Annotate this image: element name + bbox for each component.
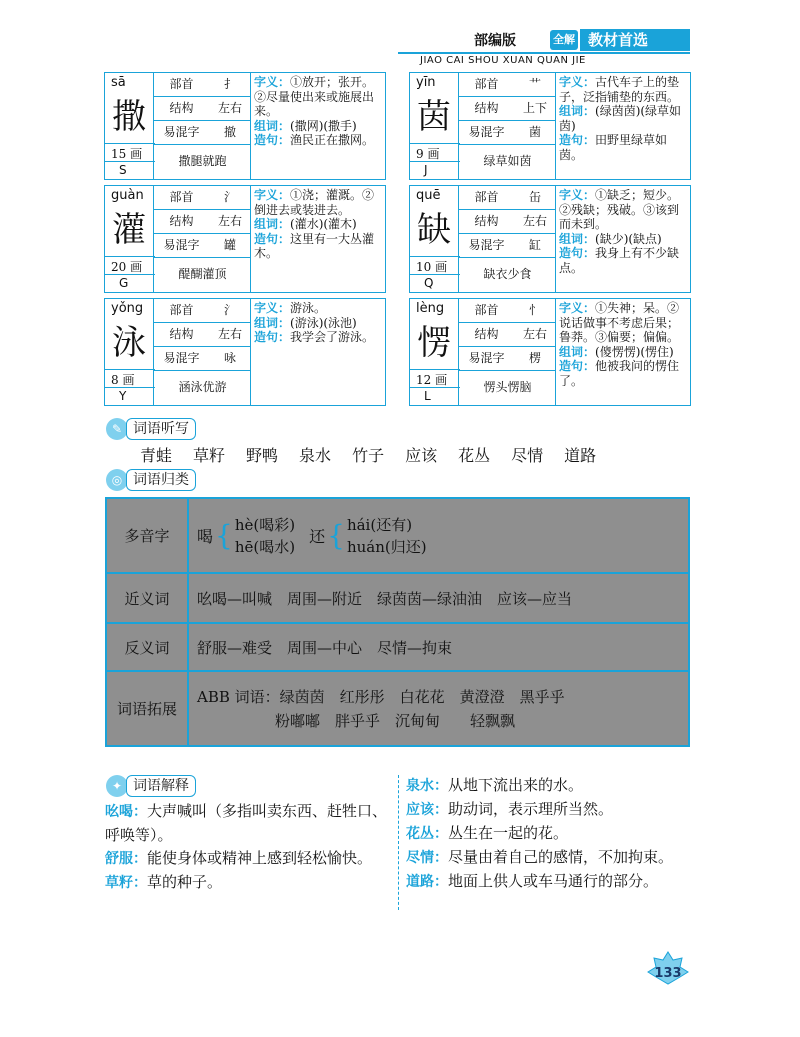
char-description bbox=[250, 299, 385, 405]
structure-value: 左右 bbox=[217, 327, 242, 341]
card-rule bbox=[105, 369, 155, 370]
words-label: 组词： bbox=[254, 118, 291, 133]
words-label: 组词： bbox=[559, 231, 596, 246]
initial-letter: Y bbox=[119, 389, 127, 403]
sentence-label: 造句： bbox=[254, 231, 291, 246]
row-polyphone bbox=[107, 499, 688, 574]
poly-reading: hè(喝彩) bbox=[234, 515, 296, 534]
words-text: (缺少)(缺点) bbox=[595, 231, 662, 246]
polyphone-label: 多音字 bbox=[124, 527, 170, 545]
radical-label: 部首 bbox=[474, 77, 499, 91]
poly-char: 还 bbox=[309, 527, 326, 546]
words-text: (傻愣愣)(愣住) bbox=[595, 344, 674, 359]
dictation-words bbox=[140, 443, 617, 466]
meaning-text: ①放开；张开。②尽量使出来或施展出来。 bbox=[254, 75, 375, 118]
glossary-definition: 草的种子。 bbox=[147, 873, 223, 891]
radical-label: 部首 bbox=[169, 77, 194, 91]
radical-label: 部首 bbox=[474, 190, 499, 204]
stroke-count: 12 画 bbox=[416, 373, 448, 387]
words-label: 组词： bbox=[254, 217, 291, 231]
structure-value: 左右 bbox=[217, 214, 242, 228]
glossary-divider bbox=[398, 775, 399, 910]
antonym-label: 反义词 bbox=[124, 638, 170, 657]
card-rule bbox=[410, 369, 460, 370]
card-rule bbox=[410, 274, 460, 275]
initial-letter: S bbox=[119, 163, 127, 177]
glossary-definition: 助动词，表示理所当然。 bbox=[448, 800, 614, 818]
dictation-word: 尽情 bbox=[511, 446, 544, 465]
glossary-entry bbox=[105, 800, 390, 847]
row-antonyms bbox=[107, 624, 688, 672]
page-number: 133 bbox=[654, 966, 682, 981]
brace-icon: { bbox=[215, 519, 233, 552]
expand-line: 粉嘟嘟 胖乎乎 沉甸甸 轻飘飘 bbox=[275, 711, 516, 730]
sentence-label: 造句： bbox=[254, 330, 291, 344]
structure-value: 上下 bbox=[522, 101, 547, 115]
glossary-term: 尽情： bbox=[406, 850, 448, 866]
sentence-text: 这里有一大丛灌木。 bbox=[254, 231, 375, 260]
radical-label: 部首 bbox=[169, 190, 194, 204]
sentence-text: 田野里绿草如茵。 bbox=[559, 133, 668, 162]
dictation-word: 应该 bbox=[405, 446, 438, 465]
initial-letter: J bbox=[424, 163, 428, 177]
synonym-content: 吆喝—叫喊 周围—附近 绿茵茵—绿油油 应该—应当 bbox=[197, 589, 573, 608]
polyphone-content bbox=[197, 499, 427, 572]
glossary-entry bbox=[406, 846, 706, 870]
char-pinyin: yīn bbox=[416, 75, 436, 90]
glossary-icon: ✦ bbox=[106, 775, 128, 797]
glossary-definition: 地面上供人或车马通行的部分。 bbox=[448, 872, 659, 890]
char-pinyin: yǒng bbox=[111, 301, 144, 316]
char-description bbox=[555, 73, 690, 179]
poly-item bbox=[309, 514, 426, 558]
glossary-definition: 尽量由着自己的感情，不加拘束。 bbox=[448, 848, 674, 866]
card-rule bbox=[410, 256, 460, 257]
glossary-term: 舒服： bbox=[105, 851, 147, 867]
glossary-term: 花丛： bbox=[406, 826, 448, 842]
meaning-label: 字义： bbox=[254, 301, 291, 315]
card-rule bbox=[105, 161, 155, 162]
structure-label: 结构 bbox=[474, 327, 499, 341]
poly-char: 喝 bbox=[197, 527, 214, 546]
radical-value: 艹 bbox=[528, 77, 541, 91]
glossary-term: 草籽： bbox=[105, 875, 147, 891]
char-description bbox=[250, 73, 385, 179]
poly-reading: hē(喝水) bbox=[234, 537, 296, 556]
poly-reading: hái(还有) bbox=[346, 515, 413, 534]
initial-letter: Q bbox=[424, 276, 434, 290]
char-glyph: 泳 bbox=[112, 323, 146, 363]
confusable-label: 易混字 bbox=[468, 125, 505, 139]
char-info-grid bbox=[458, 73, 556, 145]
radical-value: 缶 bbox=[528, 190, 541, 204]
glossary-left bbox=[105, 800, 390, 895]
character-card bbox=[409, 72, 691, 180]
char-glyph: 茵 bbox=[417, 97, 451, 137]
confusable-label: 易混字 bbox=[163, 238, 200, 252]
char-info-grid bbox=[458, 299, 556, 371]
character-card bbox=[104, 185, 386, 293]
glossary-term: 吆喝： bbox=[105, 804, 147, 820]
glossary-term: 应该： bbox=[406, 802, 448, 818]
dictation-heading: 词语听写 bbox=[126, 418, 196, 440]
character-card bbox=[409, 298, 691, 406]
dictation-word: 野鸭 bbox=[246, 446, 279, 465]
meaning-label: 字义： bbox=[254, 188, 291, 202]
sentence-text: 他被我问的愣住了。 bbox=[559, 359, 680, 388]
meaning-label: 字义： bbox=[559, 301, 596, 315]
char-glyph: 缺 bbox=[417, 210, 451, 250]
char-glyph: 灌 bbox=[112, 210, 146, 250]
words-label: 组词： bbox=[559, 344, 596, 359]
glossary-entry bbox=[406, 870, 706, 894]
glossary-definition: 丛生在一起的花。 bbox=[448, 824, 569, 842]
radical-value: 氵 bbox=[223, 303, 236, 317]
dictation-word: 泉水 bbox=[299, 446, 332, 465]
structure-value: 左右 bbox=[217, 101, 242, 115]
words-text: (灌水)(灌木) bbox=[290, 217, 357, 231]
meaning-label: 字义： bbox=[559, 75, 596, 89]
words-text: (绿茵茵)(绿草如茵) bbox=[559, 104, 682, 133]
sentence-label: 造句： bbox=[559, 246, 596, 260]
dictation-word: 青蛙 bbox=[140, 446, 173, 465]
classify-heading: 词语归类 bbox=[126, 469, 196, 491]
confusable-label: 易混字 bbox=[163, 125, 200, 139]
brace-icon: { bbox=[327, 519, 345, 552]
char-pinyin: sā bbox=[111, 75, 126, 90]
card-rule bbox=[410, 143, 460, 144]
radical-label: 部首 bbox=[474, 303, 499, 317]
book-title-pinyin: JIAO CAI SHOU XUAN QUAN JIE bbox=[420, 55, 586, 66]
poly-item bbox=[197, 514, 295, 558]
dictation-word: 竹子 bbox=[352, 446, 385, 465]
structure-label: 结构 bbox=[169, 214, 194, 228]
char-pinyin: guàn bbox=[111, 188, 144, 203]
radical-value: 氵 bbox=[223, 190, 236, 204]
card-rule bbox=[105, 387, 155, 388]
char-description bbox=[250, 186, 385, 292]
expand-line: ABB 词语：绿茵茵 红彤彤 白花花 黄澄澄 黑乎乎 bbox=[197, 687, 565, 706]
row-synonyms bbox=[107, 574, 688, 624]
confusable-label: 易混字 bbox=[468, 238, 505, 252]
sentence-text: 我身上有不少缺点。 bbox=[559, 246, 680, 275]
glossary-entry bbox=[406, 774, 706, 798]
dictation-icon: ✎ bbox=[106, 418, 128, 440]
stroke-count: 10 画 bbox=[416, 260, 448, 274]
stroke-count: 8 画 bbox=[111, 373, 135, 387]
card-rule bbox=[410, 161, 460, 162]
initial-letter: G bbox=[119, 276, 129, 290]
structure-label: 结构 bbox=[474, 101, 499, 115]
classify-icon: ◎ bbox=[106, 469, 128, 491]
idiom-phrase: 缺衣少食 bbox=[458, 256, 556, 292]
words-label: 组词： bbox=[559, 104, 596, 118]
confusable-value: 缸 bbox=[528, 238, 541, 252]
stroke-count: 20 画 bbox=[111, 260, 143, 274]
sentence-label: 造句： bbox=[559, 133, 596, 147]
structure-label: 结构 bbox=[474, 214, 499, 228]
meaning-text: ①浇；灌溉。②倒进去或装进去。 bbox=[254, 188, 375, 217]
structure-value: 左右 bbox=[522, 327, 547, 341]
synonym-label: 近义词 bbox=[124, 589, 170, 608]
words-label: 组词： bbox=[254, 315, 291, 330]
idiom-phrase: 愣头愣脑 bbox=[458, 369, 556, 405]
classification-table bbox=[105, 497, 690, 747]
expand-label: 词语拓展 bbox=[116, 700, 177, 718]
radical-value: 忄 bbox=[528, 303, 541, 317]
header-rule bbox=[398, 52, 690, 54]
dictation-word: 花丛 bbox=[458, 446, 491, 465]
words-text: (撒网)(撒手) bbox=[290, 118, 357, 133]
glossary-entry bbox=[406, 798, 706, 822]
char-glyph: 撒 bbox=[112, 97, 146, 137]
idiom-phrase: 醍醐灌顶 bbox=[153, 256, 251, 292]
sentence-text: 我学会了游泳。 bbox=[290, 330, 375, 344]
sentence-label: 造句： bbox=[559, 359, 596, 373]
glossary-term: 道路： bbox=[406, 874, 448, 890]
meaning-label: 字义： bbox=[559, 188, 596, 202]
logo-badge: 全解 bbox=[550, 30, 578, 50]
confusable-value: 咏 bbox=[223, 351, 236, 365]
radical-label: 部首 bbox=[169, 303, 194, 317]
meaning-text: 游泳。 bbox=[290, 301, 327, 315]
card-rule bbox=[105, 256, 155, 257]
char-description bbox=[555, 299, 690, 405]
confusable-value: 菌 bbox=[528, 125, 541, 139]
book-title: 教材首选 bbox=[580, 29, 690, 51]
card-rule bbox=[105, 274, 155, 275]
structure-label: 结构 bbox=[169, 327, 194, 341]
sentence-text: 渔民正在撒网。 bbox=[290, 133, 375, 147]
char-glyph: 愣 bbox=[417, 323, 451, 363]
radical-value: 扌 bbox=[223, 77, 236, 91]
idiom-phrase: 涵泳优游 bbox=[153, 369, 251, 405]
char-info-grid bbox=[153, 299, 251, 371]
idiom-phrase: 撒腿就跑 bbox=[153, 143, 251, 179]
char-info-grid bbox=[153, 73, 251, 145]
glossary-definition: 大声喊叫（多指叫卖东西、赶牲口、呼唤等）。 bbox=[105, 802, 388, 844]
confusable-label: 易混字 bbox=[163, 351, 200, 365]
glossary-heading: 词语解释 bbox=[126, 775, 196, 797]
glossary-right bbox=[406, 774, 706, 894]
char-info-grid bbox=[458, 186, 556, 258]
confusable-value: 楞 bbox=[528, 351, 541, 365]
poly-reading: huán(归还) bbox=[346, 537, 427, 556]
character-card bbox=[409, 185, 691, 293]
sentence-label: 造句： bbox=[254, 133, 291, 147]
row-expand bbox=[107, 672, 688, 745]
meaning-text: ①缺乏；短少。②残缺；残破。③该到而未到。 bbox=[559, 188, 680, 231]
stroke-count: 15 画 bbox=[111, 147, 143, 161]
dictation-word: 草籽 bbox=[193, 446, 226, 465]
glossary-entry bbox=[105, 871, 390, 895]
expand-content bbox=[197, 672, 565, 745]
structure-value: 左右 bbox=[522, 214, 547, 228]
char-description bbox=[555, 186, 690, 292]
dictation-word: 道路 bbox=[564, 446, 597, 465]
words-text: (游泳)(泳池) bbox=[290, 315, 357, 330]
antonym-content: 舒服—难受 周围—中心 尽情—拘束 bbox=[197, 638, 453, 657]
glossary-term: 泉水： bbox=[406, 778, 448, 794]
glossary-definition: 从地下流出来的水。 bbox=[448, 776, 584, 794]
meaning-text: ①失神；呆。②说话做事不考虑后果；鲁莽。③偏要；偏偏。 bbox=[559, 301, 680, 344]
card-rule bbox=[410, 387, 460, 388]
stroke-count: 9 画 bbox=[416, 147, 440, 161]
confusable-value: 撤 bbox=[223, 125, 236, 139]
glossary-entry bbox=[105, 847, 390, 871]
char-pinyin: lèng bbox=[416, 301, 445, 316]
glossary-definition: 能使身体或精神上感到轻松愉快。 bbox=[147, 849, 373, 867]
card-rule bbox=[105, 143, 155, 144]
idiom-phrase: 绿草如茵 bbox=[458, 143, 556, 179]
initial-letter: L bbox=[424, 389, 431, 403]
meaning-text: 古代车子上的垫子，泛指铺垫的东西。 bbox=[559, 75, 680, 104]
glossary-entry bbox=[406, 822, 706, 846]
confusable-value: 罐 bbox=[223, 238, 236, 252]
confusable-label: 易混字 bbox=[468, 351, 505, 365]
edition-label: 部编版 bbox=[474, 33, 516, 49]
character-card bbox=[104, 298, 386, 406]
page-number-badge bbox=[646, 950, 690, 986]
char-info-grid bbox=[153, 186, 251, 258]
character-card bbox=[104, 72, 386, 180]
char-pinyin: quē bbox=[416, 188, 441, 203]
structure-label: 结构 bbox=[169, 101, 194, 115]
meaning-label: 字义： bbox=[254, 75, 291, 89]
